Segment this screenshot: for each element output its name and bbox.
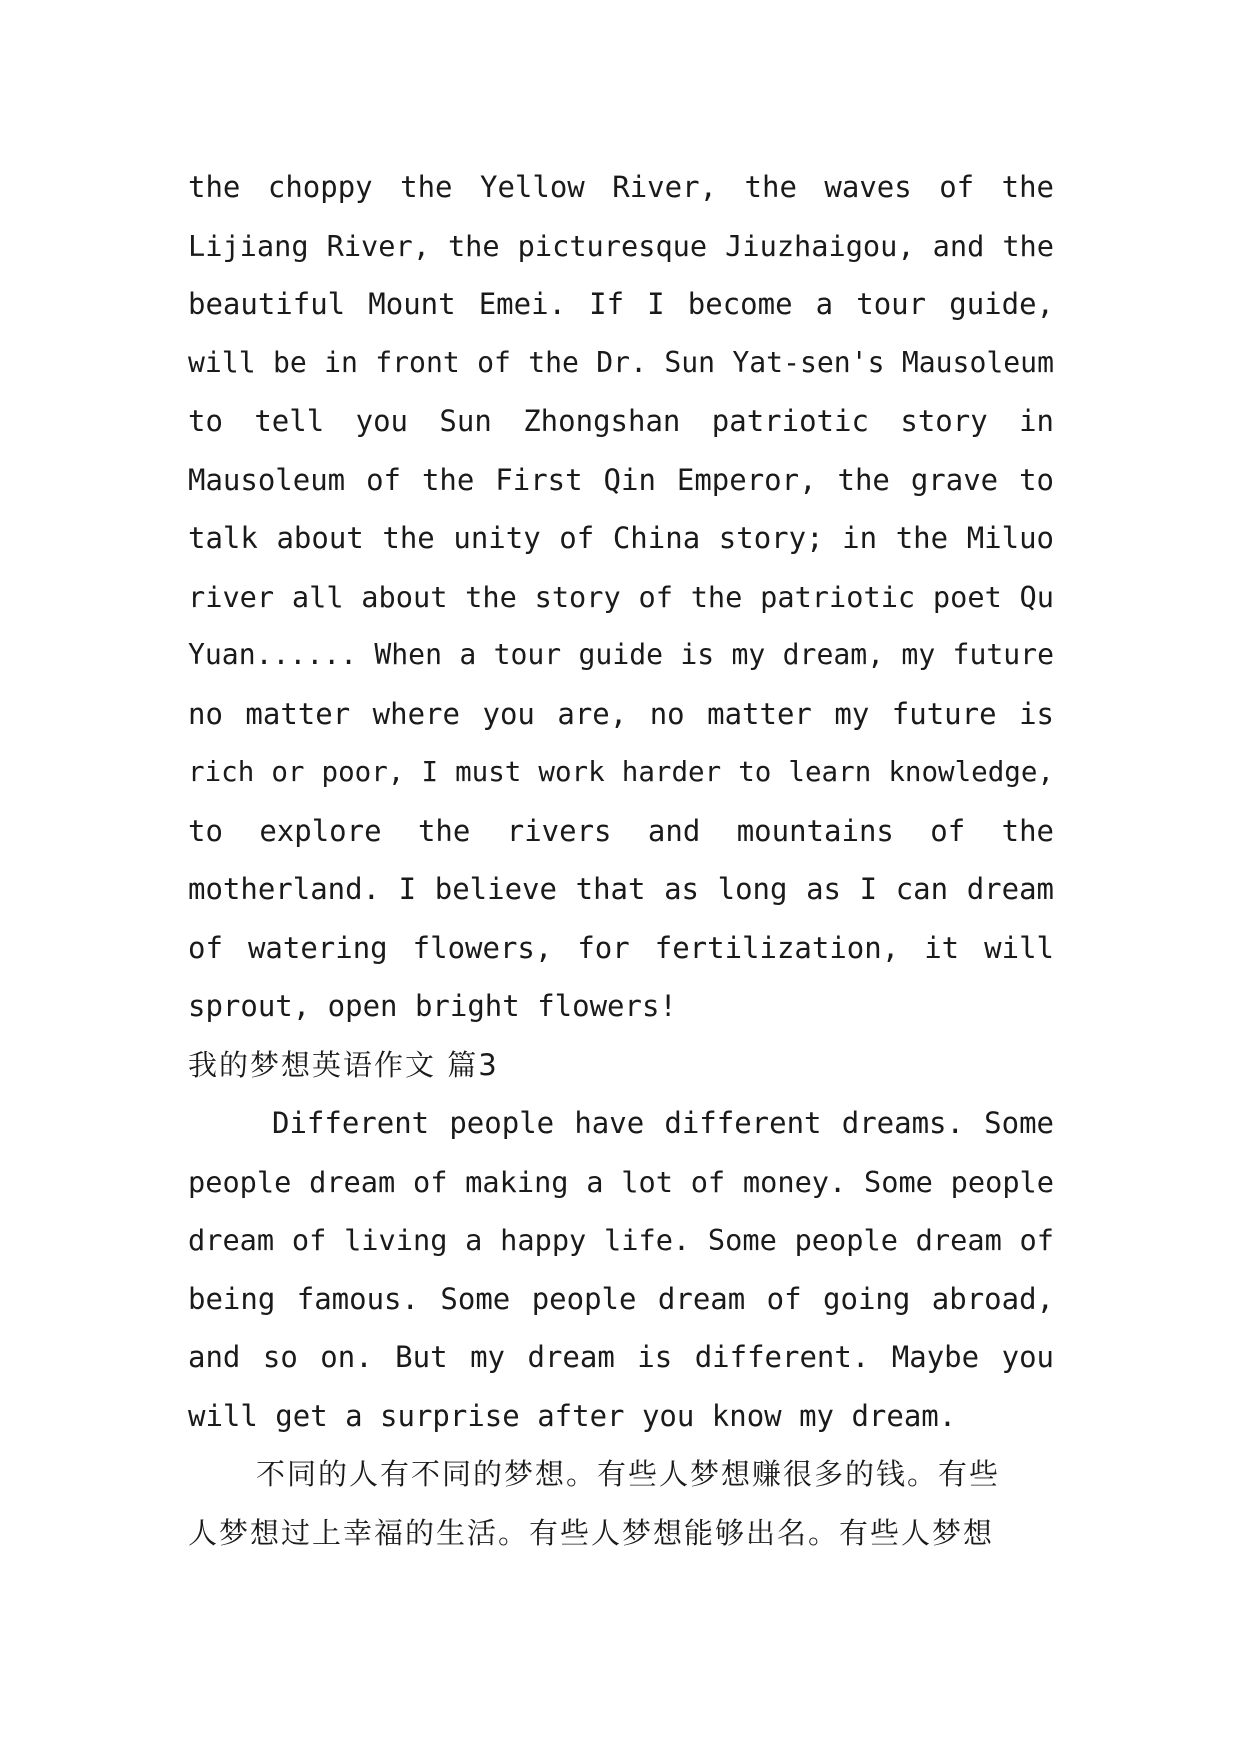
text-line: the choppy the Yellow River, the waves of the [188,170,1054,204]
paragraph-different-dreams-cn [188,1445,1054,1562]
text-line: dream of living a happy life. Some people dream of [188,1223,1054,1257]
text-line: will get a surprise after you know my dream. [188,1398,957,1433]
text-line: to tell you Sun Zhongshan patriotic story in [188,404,1054,438]
text-line: being famous. Some people dream of going abroad, [188,1281,1054,1316]
text-line: Lijiang River, the picturesque Jiuzhaigou, and the [188,228,1054,263]
document-page [188,158,1054,1562]
text-line: no matter where you are, no matter my future is [188,696,1054,731]
paragraph-different-dreams-en [188,1094,1054,1445]
text-line: sprout, open bright flowers! [188,989,677,1023]
paragraph-tour-guide-dream [188,158,1054,1036]
text-line: talk about the unity of China story; in the Miluo [188,521,1054,555]
text-line: and so on. But my dream is different. Maybe you [188,1340,1054,1374]
text-line: Mausoleum of the First Qin Emperor, the grave to [188,462,1054,497]
text-line: river all about the story of the patriotic poet Qu [188,579,1054,614]
text-line: people dream of making a lot of money. Some people [188,1164,1054,1199]
text-line: Yuan...... When a tour guide is my dream, my future [188,638,1054,671]
text-line: Different people have different dreams. Some [272,1106,1054,1140]
text-line: rich or poor, I must work harder to learn knowledge, [188,756,1054,788]
text-line: beautiful Mount Emei. If I become a tour guide, [188,287,1054,321]
text-line: motherland. I believe that as long as I can dream [188,872,1054,906]
text-line: 人梦想过上幸福的生活。有些人梦想能够出名。有些人梦想 [188,1515,995,1550]
section-heading: 我的梦想英语作文 篇3 [188,1047,499,1082]
text-line: of watering flowers, for fertilization, it will [188,930,1054,965]
text-line: will be in front of the Dr. Sun Yat-sen's Mausoleum [188,345,1054,379]
text-line: to explore the rivers and mountains of the [188,813,1054,848]
text-line: 不同的人有不同的梦想。有些人梦想赚很多的钱。有些 [256,1457,1001,1491]
